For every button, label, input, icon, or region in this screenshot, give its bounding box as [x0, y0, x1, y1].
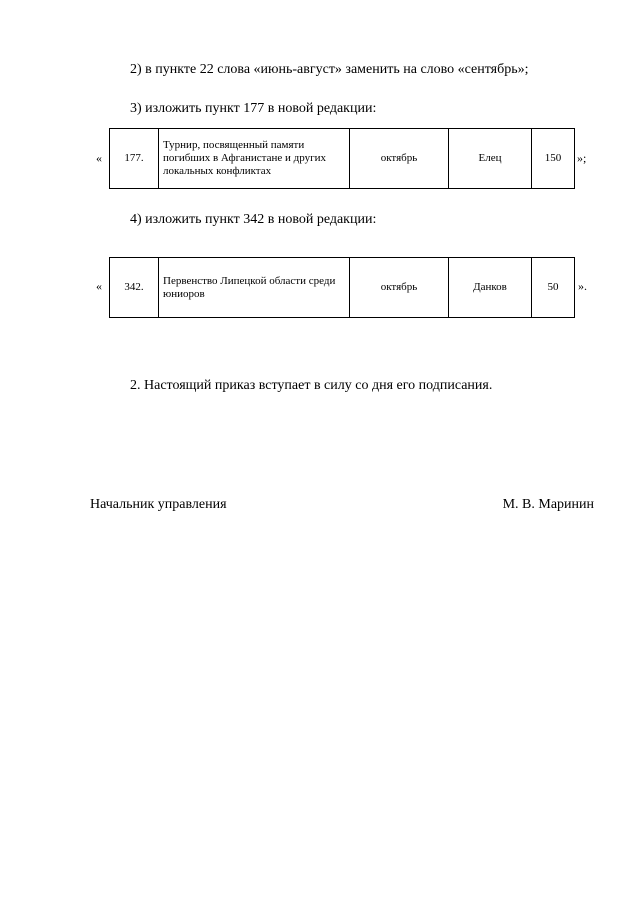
table2-count: 50: [532, 258, 575, 318]
table1-row: [110, 129, 575, 189]
table2-number: 342.: [110, 258, 159, 318]
table2-row: [110, 258, 575, 318]
item-2-text: 2) в пункте 22 слова «июнь-август» заменить на слово «сентябрь»;: [130, 62, 529, 77]
table1-count: 150: [532, 129, 575, 189]
table2: [109, 257, 575, 318]
table1-open-quote: «: [96, 151, 102, 165]
signature-position: Начальник управления: [90, 497, 227, 512]
item-3-text: 3) изложить пункт 177 в новой редакции:: [130, 101, 377, 116]
table1-city: Елец: [449, 129, 532, 189]
table1-month: октябрь: [350, 129, 449, 189]
table2-city: Данков: [449, 258, 532, 318]
item-4-text: 4) изложить пункт 342 в новой редакции:: [130, 212, 377, 227]
order-effective-paragraph: 2. Настоящий приказ вступает в силу со дня его подписания.: [130, 378, 493, 393]
signature-name: М. В. Маринин: [502, 497, 594, 512]
table1-number: 177.: [110, 129, 159, 189]
table2-event-title: Первенство Липецкой области среди юниоров: [159, 258, 350, 318]
table1: [109, 128, 575, 189]
table1-close-quote: »;: [577, 151, 587, 165]
table2-close-quote: ».: [578, 279, 587, 293]
table2-month: октябрь: [350, 258, 449, 318]
table2-open-quote: «: [96, 279, 102, 293]
table1-event-title: Турнир, посвященный памяти погибших в Афганистане и других локальных конфликтах: [159, 129, 350, 189]
